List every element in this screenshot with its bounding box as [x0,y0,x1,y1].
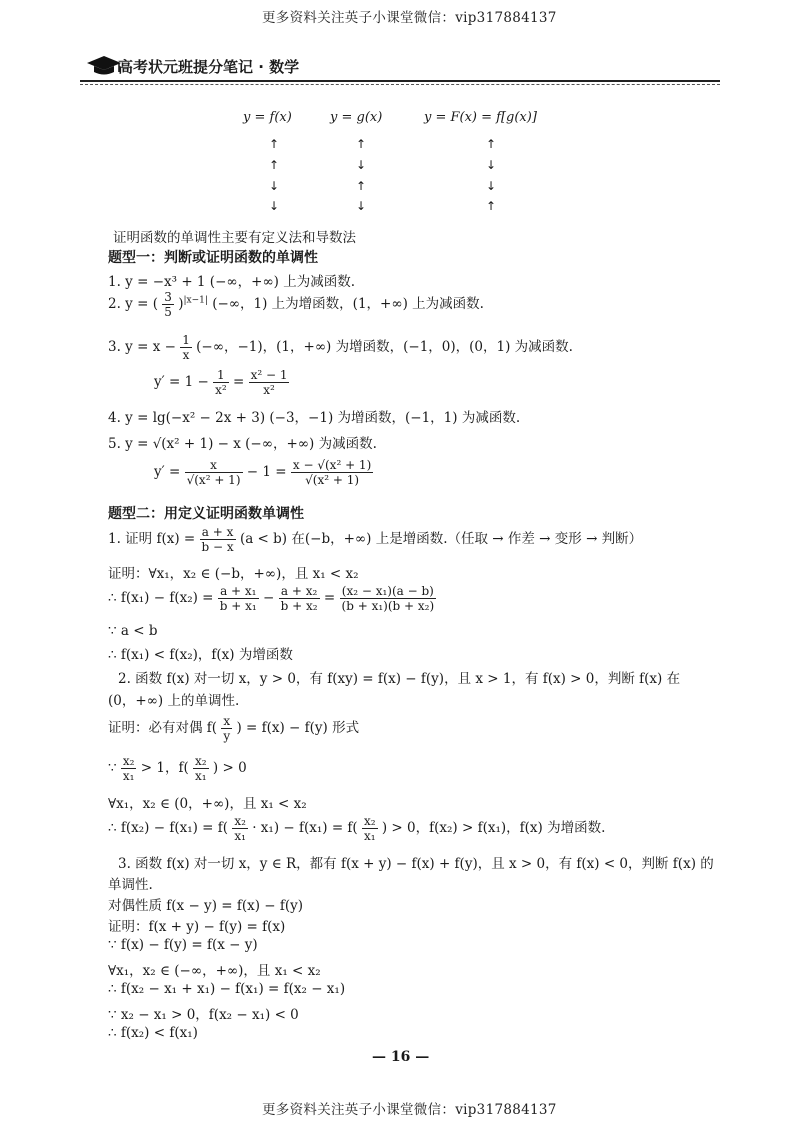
type2-p3-step2: 证明：f(x + y) − f(y) = f(x) [108,919,286,935]
diagram-F-label: y = F(x) = f[g(x)] [424,110,537,125]
type1-line2: 2. y = ( $\frac{3}{5}$ )$^{|x-1|}$ (−∞，1) 上为增函数，(1，+∞) 上为减函数. [108,290,484,319]
type2-title: 题型二：用定义证明函数单调性 [108,506,304,522]
type2-p2-step3: ∀x₁，x₂ ∈ (0，+∞)，且 x₁ < x₂ [108,796,307,812]
up-arrow-icon: ↑ [356,137,367,151]
graduation-cap-icon [86,54,122,80]
up-arrow-icon: ↑ [486,199,497,213]
type1-line1: 1. y = −x³ + 1 (−∞，+∞) 上为减函数. [108,274,356,290]
type2-problem2-line1: 2. 函数 f(x) 对一切 x，y > 0，有 f(xy) = f(x) − f(y)，且 x > 1，有 f(x) > 0，判断 f(x) 在 [118,671,681,687]
up-arrow-icon: ↑ [356,179,367,193]
type1-title: 题型一：判断或证明函数的单调性 [108,250,318,266]
diagram-f-label: y = f(x) [243,110,292,125]
down-arrow-icon: ↓ [269,199,280,213]
type2-p2-step1: 证明：必有对偶 f( $\frac{x}{y}$ ) = f(x) − f(y) 形式 [108,714,360,743]
up-arrow-icon: ↑ [269,158,280,172]
type2-p3-step1: 对偶性质 f(x − y) = f(x) − f(y) [108,898,304,914]
type2-p3-step4: ∀x₁，x₂ ∈ (−∞，+∞)，且 x₁ < x₂ [108,963,321,979]
type2-p1-step2: ∴ f(x₁) − f(x₂) = $\frac{\text{a + x₁}}{\text{b + x₁}}$ − $\frac{\text{a + x₂}}{\text{b + x₂}}$ = $\frac{\text{(x₂ − x₁)(a − b)}}{\text{(b + x₁)(b + x₂)}}$ [108,584,435,613]
header-rule-thin [80,84,720,85]
type2-p3-step5: ∴ f(x₂ − x₁ + x₁) − f(x₁) = f(x₂ − x₁) [108,981,346,997]
type1-line5: 5. y = √(x² + 1) − x (−∞，+∞) 为减函数. [108,436,377,452]
header-title: 高考状元班提分笔记 · 数学 [118,58,300,76]
type2-problem2-line2: (0，+∞) 上的单调性. [108,693,240,709]
down-arrow-icon: ↓ [486,179,497,193]
type2-problem3-line1: 3. 函数 f(x) 对一切 x，y ∈ R，都有 f(x + y) − f(x) + f(y)，且 x > 0，有 f(x) < 0，判断 f(x) 的 [118,856,714,872]
intro-text: 证明函数的单调性主要有定义法和导数法 [113,230,356,246]
type1-line4: 4. y = lg(−x² − 2x + 3) (−3，−1) 为增函数，(−1，1) 为减函数. [108,410,521,426]
type2-p1-step4: ∴ f(x₁) < f(x₂)，f(x) 为增函数 [108,647,293,663]
type2-p1-step3: ∵ a < b [108,623,158,639]
type2-p2-step2: ∵ $\frac{\text{x₂}}{\text{x₁}}$ > 1，f( $\frac{\text{x₂}}{\text{x₁}}$ ) > 0 [108,754,247,783]
type1-line3-derivative: y′ = 1 − $\frac{1}{\text{x²}}$ = $\frac{\text{x² − 1}}{\text{x²}}$ [154,368,288,397]
watermark-bottom: 更多资料关注英子小课堂微信：vip317884137 [262,1102,557,1118]
watermark-top: 更多资料关注英子小课堂微信：vip317884137 [262,10,557,26]
down-arrow-icon: ↓ [356,158,367,172]
type2-problem3-line2: 单调性. [108,877,153,893]
type1-line5-derivative: y′ = $\frac{x}{\text{√(x² + 1)}}$ − 1 = $\frac{\text{x − √(x² + 1)}}{\text{√(x² + 1)}}$ [154,458,372,487]
up-arrow-icon: ↑ [269,137,280,151]
diagram-g-label: y = g(x) [330,110,383,125]
type2-p3-step6: ∵ x₂ − x₁ > 0，f(x₂ − x₁) < 0 [108,1007,299,1023]
type2-problem1: 1. 证明 f(x) = $\frac{a + x}{b - x}$ (a < b) 在(−b，+∞) 上是增函数.（任取 → 作差 → 变形 → 判断） [108,525,643,554]
type2-p3-step7: ∴ f(x₂) < f(x₁) [108,1025,198,1041]
up-arrow-icon: ↑ [486,137,497,151]
type1-line3: 3. y = x − $\frac{1}{x}$ (−∞，−1)，(1，+∞) 为增函数，(−1，0)，(0，1) 为减函数. [108,333,573,362]
type2-p1-step1: 证明：∀x₁，x₂ ∈ (−b，+∞)，且 x₁ < x₂ [108,566,359,582]
down-arrow-icon: ↓ [486,158,497,172]
type2-p3-step3: ∵ f(x) − f(y) = f(x − y) [108,937,258,953]
header-rule [80,80,720,82]
page-number: — 16 — [372,1049,430,1065]
down-arrow-icon: ↓ [356,199,367,213]
down-arrow-icon: ↓ [269,179,280,193]
type2-p2-step4: ∴ f(x₂) − f(x₁) = f( $\frac{\text{x₂}}{\text{x₁}}$ · x₁) − f(x₁) = f( $\frac{\text{x₂}}{\text{x₁}}$ ) > 0，f(x₂) > f(x₁)，f(x) 为增函数. [108,814,606,843]
